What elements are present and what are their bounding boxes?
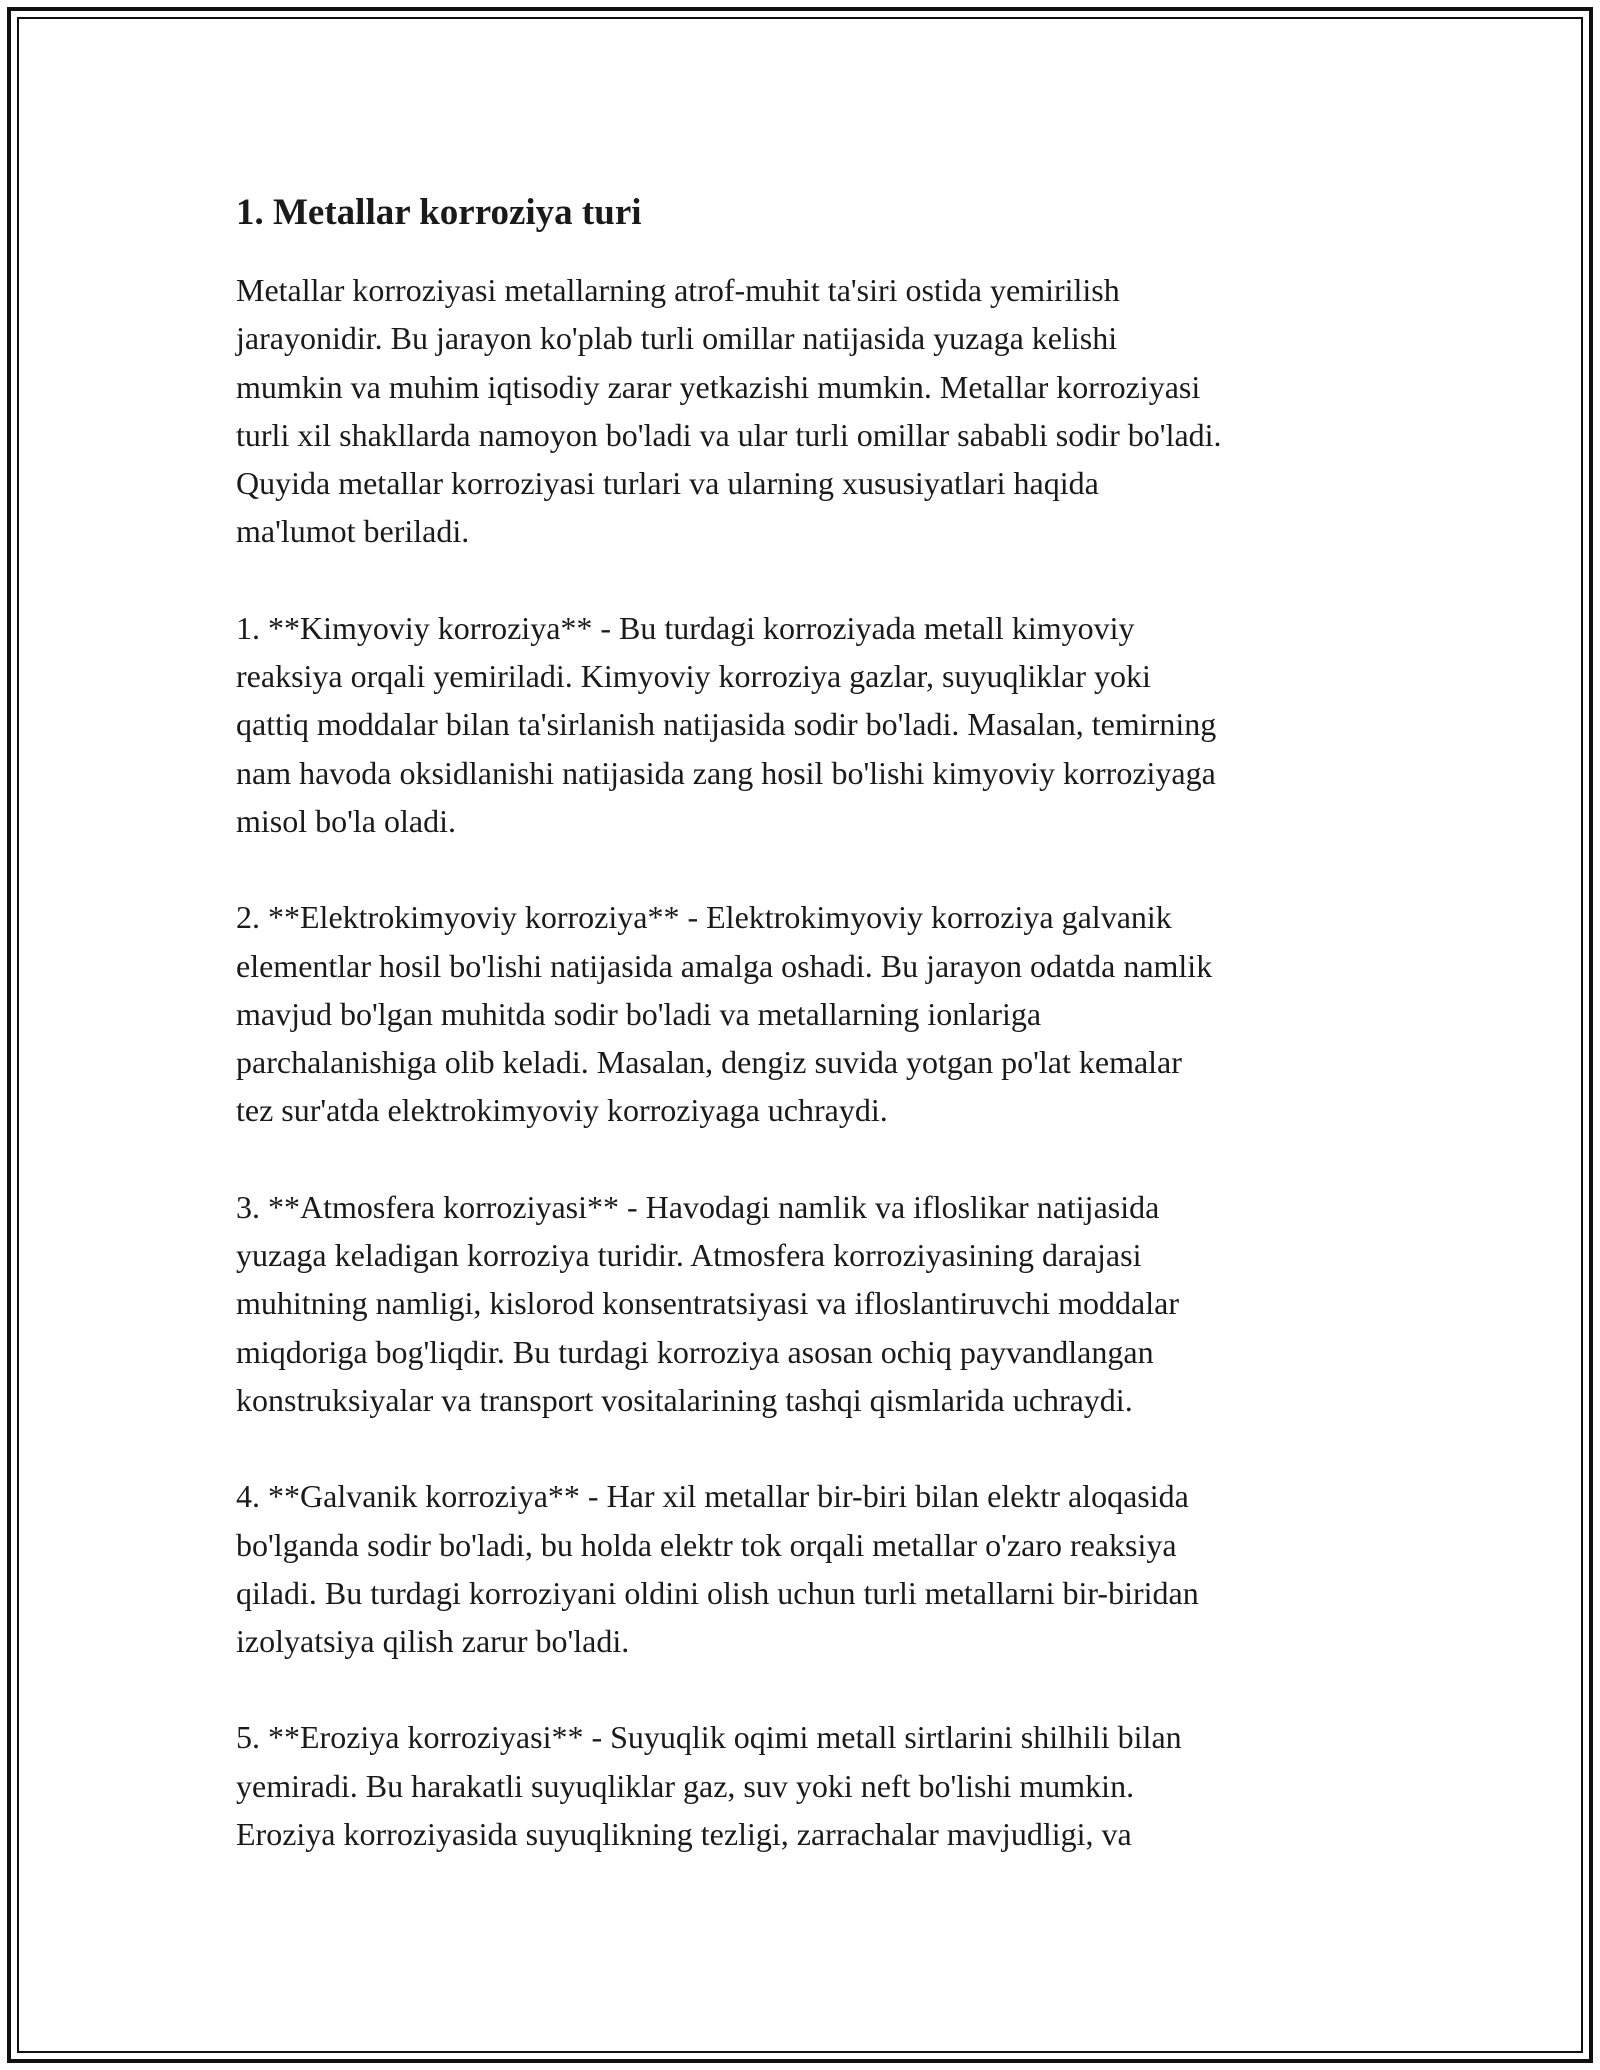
paragraph-chemical-corrosion: 1. **Kimyoviy korroziya** - Bu turdagi korroziyada metall kimyoviy reaksiya orqali yemiriladi. Kimyoviy korroziya gazlar, suyuqliklar yoki qattiq moddalar bilan ta'sirlanish natijasida sodir bo'ladi. Masalan, temirning nam havoda oksidlanishi natijasida zang hosil bo'lishi kimyoviy korroziyaga misol bo'la oladi. bbox=[236, 609, 1217, 839]
intro-paragraph: Metallar korroziyasi metallarning atrof-muhit ta'siri ostida yemirilish jarayonidir. Bu jarayon ko'plab turli omillar natijasida yuzaga kelishi mumkin va muhim iqtisodiy zarar yetkazishi mumkin. Metallar korroziyasi turli xil shakllarda namoyon bo'ladi va ular turli omillar sababli sodir bo'ladi. Quyida metallar korroziyasi turlari va ularning xususiyatlari haqida ma'lumot beriladi. bbox=[236, 272, 1222, 550]
paragraph-galvanic-corrosion: 4. **Galvanik korroziya** - Har xil metallar bir-biri bilan elektr aloqasida bo'lganda sodir bo'ladi, bu holda elektr tok orqali metallar o'zaro reaksiya qiladi. Bu turdagi korroziyani oldini olish uchun turli metallarni bir-biridan izolyatsiya qilish zarur bo'ladi. bbox=[236, 1478, 1199, 1660]
paragraph-electrochemical-corrosion: 2. **Elektrokimyoviy korroziya** - Elektrokimyoviy korroziya galvanik elementlar hosil bo'lishi natijasida amalga oshadi. Bu jarayon odatda namlik mavjud bo'lgan muhitda sodir bo'ladi va metallarning ionlariga parchalanishiga olib keladi. Masalan, dengiz suvida yotgan po'lat kemalar tez sur'atda elektrokimyoviy korroziyaga uchraydi. bbox=[236, 899, 1213, 1129]
document-body bbox=[236, 186, 1376, 1906]
paragraph-atmospheric-corrosion: 3. **Atmosfera korroziyasi** - Havodagi namlik va ifloslikar natijasida yuzaga keladigan korroziya turidir. Atmosfera korroziyasining darajasi muhitning namligi, kislorod konsentratsiyasi va ifloslantiruvchi moddalar miqdoriga bog'liqdir. Bu turdagi korroziya asosan ochiq payvandlangan konstruksiyalar va transport vositalarining tashqi qismlarida uchraydi. bbox=[236, 1188, 1179, 1418]
paragraph-erosion-corrosion: 5. **Eroziya korroziyasi** - Suyuqlik oqimi metall sirtlarini shilhili bilan yemiradi. Bu harakatli suyuqliklar gaz, suv yoki neft bo'lishi mumkin. Eroziya korroziyasida suyuqlikning tezligi, zarrachalar mavjudligi, va bbox=[236, 1719, 1182, 1853]
document-title: 1. Metallar korroziya turi bbox=[236, 192, 642, 233]
